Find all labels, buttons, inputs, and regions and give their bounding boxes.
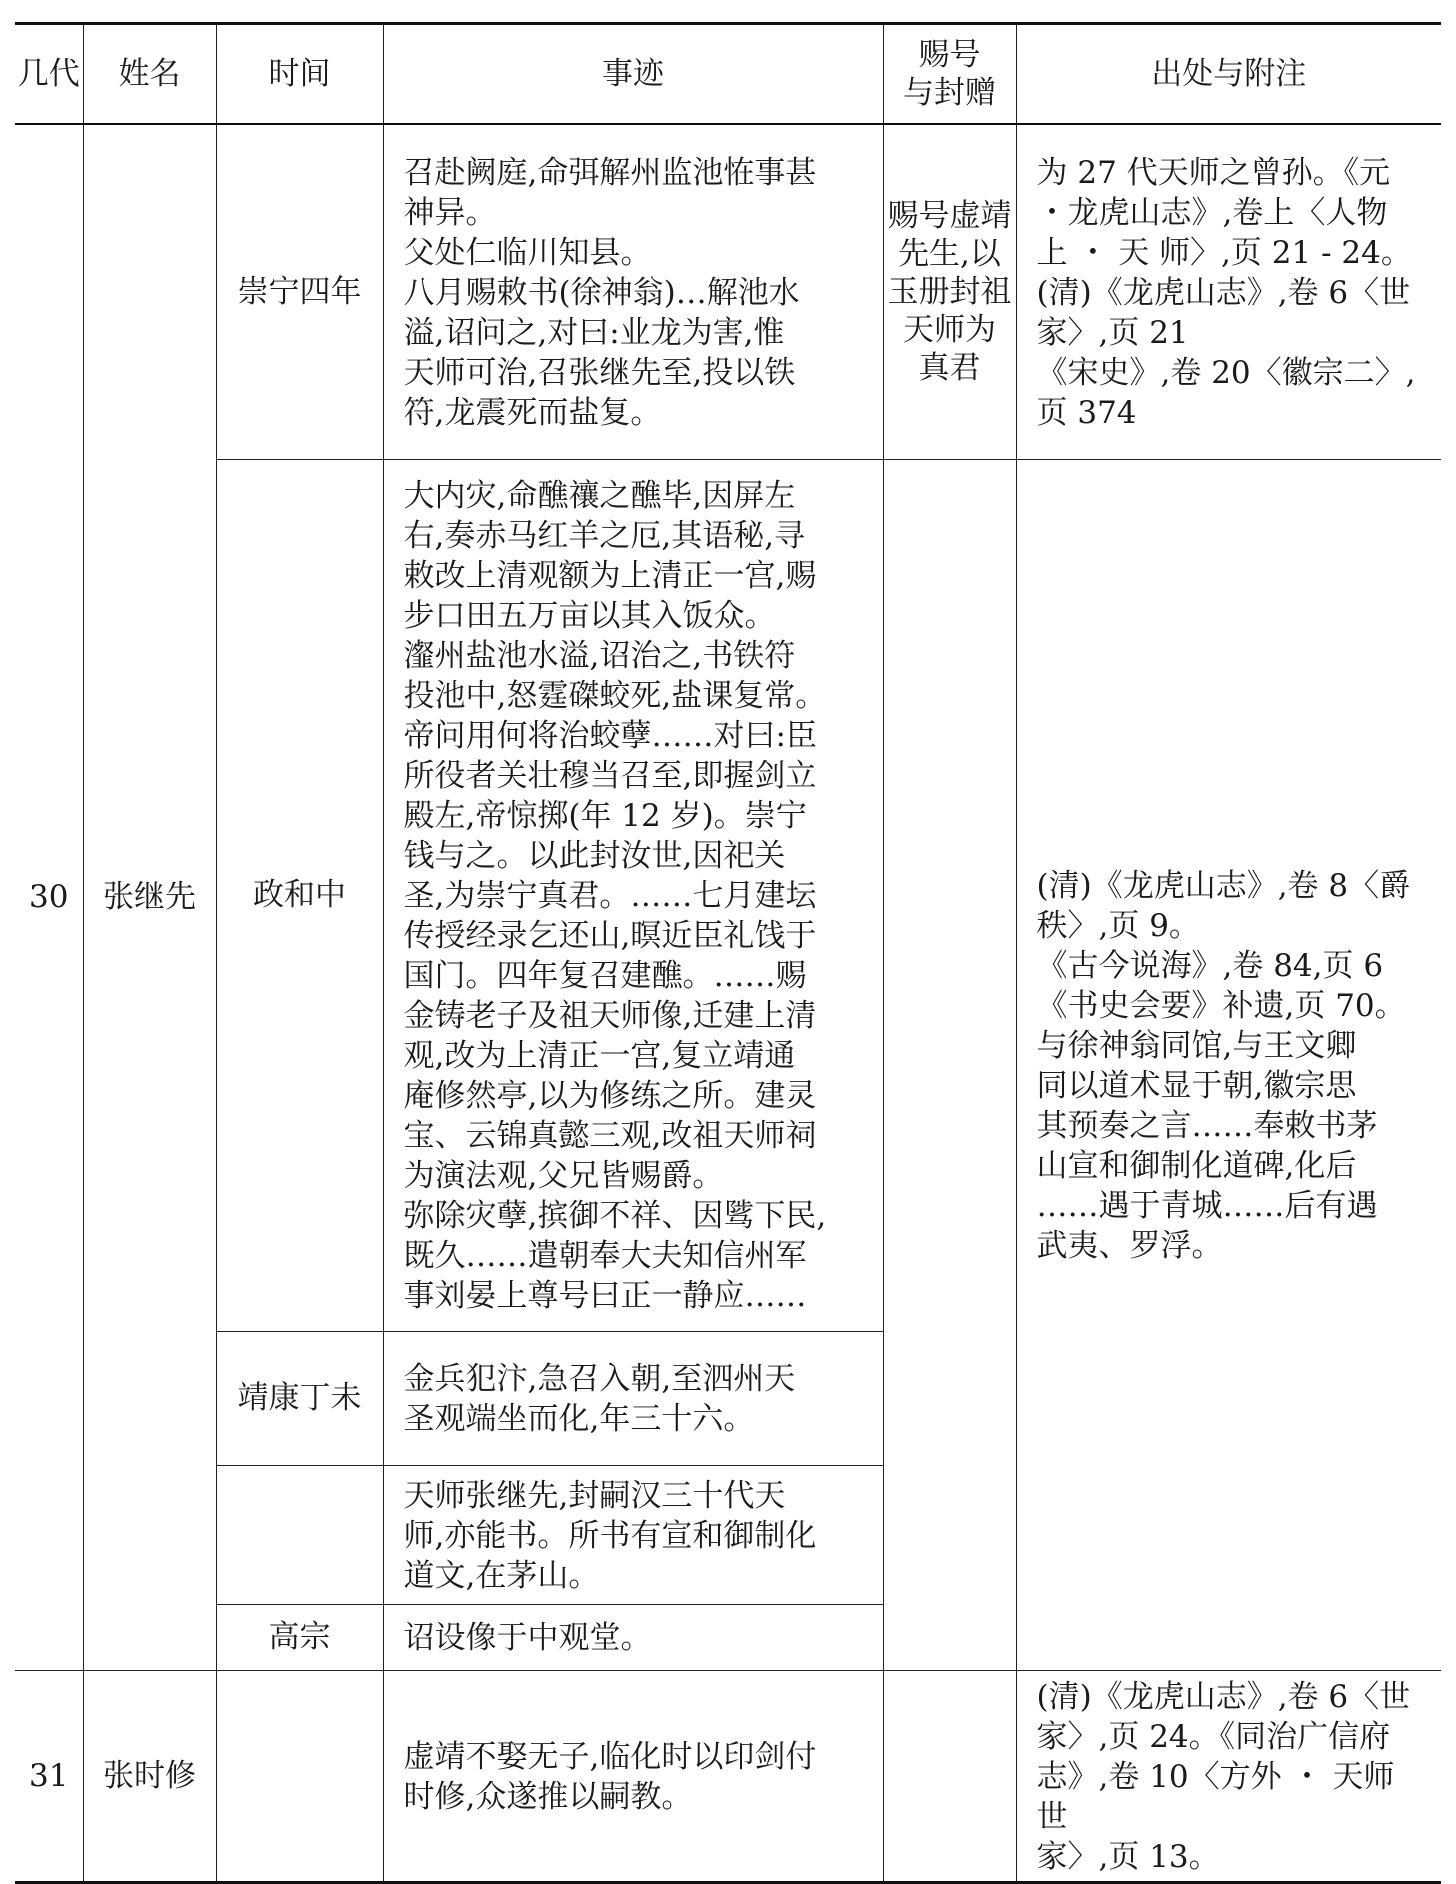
deed-line: 圣,为崇宁真君。……七月建坛 (403, 878, 817, 914)
deed-line: 观,改为上清正一宫,复立靖通 (403, 1038, 796, 1074)
time-cell: 靖康丁未 (216, 1331, 383, 1465)
generation-cell: 31 (15, 1670, 83, 1882)
header-generation: 几代 (15, 24, 83, 125)
deed-line: 钱与之。以此封汝世,因祀关 (403, 838, 786, 874)
title-line: 真君 (918, 349, 981, 386)
cite-line: 《书史会要》补遗,页 70。 (1036, 987, 1406, 1024)
cite-line: (清)《龙虎山志》,卷 6〈世 (1036, 1678, 1411, 1715)
title-line: 天师为 (903, 311, 996, 348)
table-row (15, 124, 1441, 459)
deed-line: 天师可治,召张继先至,投以铁 (403, 354, 796, 391)
deed-line: 传授经录乞还山,暝近臣礼饯于 (403, 918, 817, 954)
titles-cell (883, 124, 1016, 459)
name-cell: 张继先 (83, 124, 216, 1670)
cite-line: (清)《龙虎山志》,卷 8〈爵 (1036, 867, 1411, 904)
genealogy-table (15, 22, 1441, 1884)
header-titles-line2: 与封赠 (903, 75, 996, 111)
deed-line: 八月赐敕书(徐神翁)…解池水 (403, 274, 800, 311)
table-row (15, 459, 1441, 1331)
table-row (15, 1670, 1441, 1882)
header-titles-line1: 赐号 (918, 37, 981, 73)
deeds-cell (383, 1465, 883, 1604)
sources-cell (1016, 124, 1441, 459)
deeds-cell (383, 124, 883, 459)
deed-line: 父处仁临川知县。 (403, 234, 652, 271)
header-time: 时间 (216, 24, 383, 125)
time-cell (216, 1670, 383, 1882)
deed-line: 时修,众遂推以嗣教。 (403, 1778, 693, 1815)
sources-cell (1016, 1670, 1441, 1882)
cite-line: 家〉,页 24。《同治广信府 (1036, 1718, 1391, 1755)
cite-line: (清)《龙虎山志》,卷 6〈世 (1036, 274, 1411, 311)
deed-line: 宝、云锦真懿三观,改祖天师祠 (403, 1118, 817, 1154)
deed-line: 事刘晏上尊号曰正一静应…… (403, 1278, 807, 1314)
deed-line: 既久……遣朝奉大夫知信州军 (403, 1238, 807, 1274)
deed-line: 帝问用何将治蛟孽……对曰:臣 (403, 718, 817, 754)
deed-line: 殿左,帝惊掷(年 12 岁)。崇宁 (403, 798, 807, 834)
deed-line: 虚靖不娶无子,临化时以印剑付 (403, 1738, 817, 1775)
titles-cell (883, 1670, 1016, 1882)
time-cell: 政和中 (216, 459, 383, 1331)
deed-line: 金铸老子及祖天师像,迁建上清 (403, 998, 817, 1034)
cite-line: 家〉,页 21 (1036, 314, 1189, 351)
titles-cell-empty (883, 459, 1016, 1670)
header-sources: 出处与附注 (1016, 24, 1441, 125)
header-deeds: 事迹 (383, 24, 883, 125)
deeds-cell (383, 1670, 883, 1882)
deed-line: 庵修然亭,以为修练之所。建灵 (403, 1078, 817, 1114)
cite-line: 其预奏之言……奉敕书茅 (1036, 1107, 1378, 1144)
cite-line: ・龙虎山志》,卷上〈人物 (1036, 194, 1388, 231)
deed-line: 国门。四年复召建醮。……赐 (403, 958, 807, 994)
cite-line: 山宣和御制化道碑,化后 (1036, 1147, 1357, 1184)
deed-line: 天师张继先,封嗣汉三十代天 (403, 1477, 786, 1514)
sources-cell (1016, 459, 1441, 1670)
deed-line: 投池中,怒霆磔蛟死,盐课复常。 (403, 678, 827, 714)
deed-line: 召赴阙庭,命弭解州监池恠事甚 (403, 154, 817, 191)
deed-line: 诏设像于中观堂。 (403, 1620, 652, 1656)
deed-line: 弥除灾孽,摈御不祥、因骘下民, (403, 1198, 827, 1234)
cite-line: 《宋史》,卷 20〈徽宗二〉, (1036, 354, 1416, 391)
title-line: 赐号虚靖 (887, 197, 1012, 234)
deed-line: 神异。 (403, 194, 497, 231)
time-cell: 崇宁四年 (216, 124, 383, 459)
deed-line: 步口田五万亩以其入饭众。 (403, 598, 776, 634)
deeds-cell (383, 459, 883, 1331)
deed-line: 道文,在茅山。 (403, 1557, 600, 1594)
generation-cell: 30 (15, 124, 83, 1670)
time-cell: 高宗 (216, 1604, 383, 1670)
deed-line: 所役者关壮穆当召至,即握剑立 (403, 758, 817, 794)
deed-line: 符,龙震死而盐复。 (403, 394, 662, 431)
deed-line: 右,奏赤马红羊之厄,其语秘,寻 (403, 518, 806, 554)
deed-line: 瀣州盐池水溢,诏治之,书铁符 (403, 638, 796, 674)
cite-line: 秩〉,页 9。 (1036, 907, 1200, 944)
cite-line: 志》,卷 10〈方外 ・ 天师世 (1036, 1758, 1395, 1835)
header-titles (883, 24, 1016, 125)
cite-line: 武夷、罗浮。 (1036, 1227, 1223, 1264)
deed-line: 圣观端坐而化,年三十六。 (403, 1401, 755, 1437)
deeds-cell (383, 1331, 883, 1465)
deed-line: 金兵犯汴,急召入朝,至泗州天 (403, 1361, 796, 1397)
deed-line: 溢,诏问之,对曰:业龙为害,惟 (403, 314, 785, 351)
title-line: 玉册封祖 (887, 273, 1012, 310)
time-cell (216, 1465, 383, 1604)
deed-line: 为演法观,父兄皆赐爵。 (403, 1158, 724, 1194)
deed-line: 敕改上清观额为上清正一宫,赐 (403, 558, 817, 594)
cite-line: ……遇于青城……后有遇 (1036, 1187, 1378, 1224)
title-line: 先生,以 (898, 235, 1001, 272)
cite-line: 家〉,页 13。 (1036, 1838, 1220, 1875)
cite-line: 《古今说海》,卷 84,页 6 (1036, 947, 1384, 984)
cite-line: 上 ・ 天 师〉,页 21 - 24。 (1036, 234, 1412, 271)
table-header-row (15, 24, 1441, 125)
cite-line: 同以道术显于朝,徽宗思 (1036, 1067, 1357, 1104)
deed-line: 大内灾,命醮禳之醮毕,因屏左 (403, 478, 796, 514)
cite-line: 页 374 (1036, 394, 1137, 431)
cite-line: 为 27 代天师之曾孙。《元 (1036, 154, 1391, 191)
deed-line: 师,亦能书。所书有宣和御制化 (403, 1517, 817, 1554)
cite-line: 与徐神翁同馆,与王文卿 (1036, 1027, 1357, 1064)
header-name: 姓名 (83, 24, 216, 125)
name-cell: 张时修 (83, 1670, 216, 1882)
deeds-cell (383, 1604, 883, 1670)
